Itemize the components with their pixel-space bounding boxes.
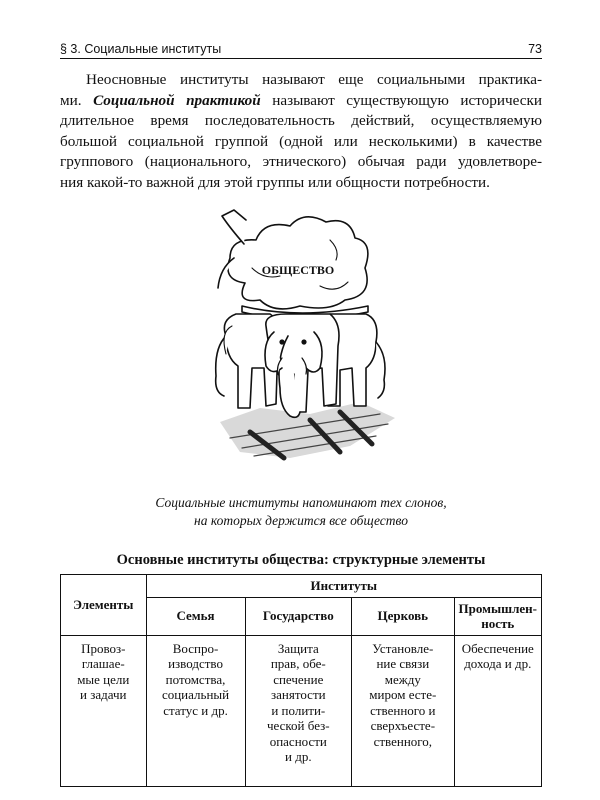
body-paragraph	[60, 70, 542, 193]
cell-line: и полити-	[271, 702, 326, 718]
elephants-illustration	[190, 208, 410, 470]
paragraph-line: ния какой-то важной для этой группы или общности потребности.	[60, 173, 490, 191]
cell-line: и задачи	[80, 687, 127, 702]
cell-line: социальный	[161, 687, 230, 702]
cell-elements	[61, 635, 147, 786]
cell-line: ние связи	[376, 656, 430, 671]
cell-church	[352, 635, 454, 786]
cell-line: Провоз-	[81, 640, 126, 656]
section-title: § 3. Социальные институты	[60, 42, 222, 56]
page-number: 73	[528, 42, 542, 56]
cell-line: сверхъесте-	[370, 718, 436, 733]
cell-line: Воспро-	[172, 640, 219, 656]
cell-line: прав, обе-	[270, 656, 326, 671]
institutions-table	[60, 574, 542, 787]
column-industry	[454, 597, 541, 635]
column-church: Церковь	[352, 597, 454, 635]
table-header-row	[61, 575, 542, 598]
cell-line: занятости	[271, 687, 326, 702]
cell-family	[146, 635, 245, 786]
column-family: Семья	[146, 597, 245, 635]
cell-line: ственного,	[373, 733, 433, 749]
cell-line: потомства,	[165, 671, 226, 687]
caption-line: Социальные институты напоминают тех слонов,	[155, 495, 447, 510]
cell-line: мые цели	[77, 671, 130, 687]
header-elements: Элементы	[61, 575, 147, 636]
term-social-practice: Социальной практикой	[93, 91, 261, 109]
paragraph-line: Неосновные институты называют еще социальными практика-	[86, 71, 542, 88]
paragraph-line-prefix: ми.	[60, 91, 94, 109]
column-industry-line: Промышлен-	[458, 600, 537, 616]
column-industry-line: ность	[481, 616, 515, 631]
cell-line: дохода и др.	[464, 656, 532, 671]
table-title: Основные институты общества: структурные элементы	[116, 552, 486, 568]
cell-line: Установле-	[372, 640, 434, 656]
table-row	[61, 635, 542, 786]
figure-caption	[60, 494, 542, 530]
column-state: Государство	[245, 597, 352, 635]
cell-line: между	[384, 671, 421, 687]
caption-line: на которых держится все общество	[194, 513, 408, 528]
cell-line: Обеспечение	[461, 640, 534, 656]
running-header	[60, 38, 542, 59]
cell-line: опасности	[269, 733, 327, 749]
ground-shadow-icon	[220, 402, 395, 458]
sack-cloud-icon	[218, 210, 368, 309]
cell-line: Защита	[277, 640, 319, 656]
cell-state	[245, 635, 352, 786]
paragraph-line-rest: называют существующую исторически	[260, 91, 542, 109]
paragraph-line: длительное время последовательность действий, осуществляемую	[60, 112, 542, 129]
cell-line: ственного и	[370, 702, 436, 718]
cloud-label: ОБЩЕСТВО	[261, 263, 335, 277]
cell-line: миром есте-	[369, 687, 437, 702]
cell-line: глашае-	[81, 656, 125, 671]
cell-industry	[454, 635, 541, 786]
cell-line: и др.	[285, 749, 312, 764]
paragraph-line: группового (национального, этнического) обычая ради удовлетворе-	[60, 153, 542, 170]
paragraph-line: большой социальной группой (одной или несколькими) в качестве	[60, 132, 542, 150]
paragraph-line	[60, 91, 542, 112]
header-institutes: Институты	[146, 575, 541, 598]
cell-line: статус и др.	[163, 702, 228, 718]
cell-line: изводство	[168, 656, 223, 671]
cell-line: спечение	[273, 671, 324, 687]
cell-line: ческой без-	[266, 718, 330, 733]
